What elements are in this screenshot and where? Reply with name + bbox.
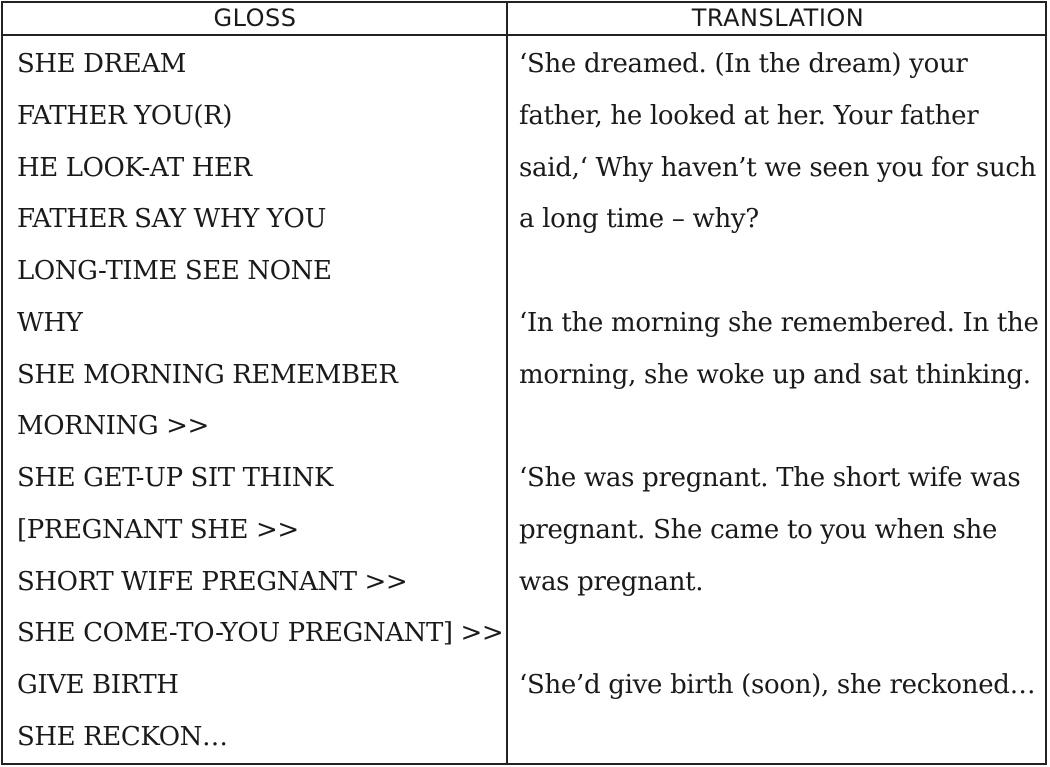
translation-line: ‘She was pregnant. The short wife was [519,463,1021,493]
gloss-line: MORNING >> [17,411,209,442]
gloss-line: LONG-TIME SEE NONE [17,256,332,286]
translation-column-header: TRANSLATION [691,4,865,32]
translation-line: ‘She’d give birth (soon), she reckoned… [519,670,1036,700]
gloss-line: WHY [17,307,83,338]
translation-line: father, he looked at her. Your father [519,100,979,131]
gloss-line: HE LOOK-AT HER [17,152,252,183]
gloss-line: FATHER YOU(R) [17,100,233,131]
gloss-line: SHE DREAM [17,49,186,79]
gloss-line: SHE COME-TO-YOU PREGNANT] >> [17,618,504,649]
gloss-translation-table [1,1,1047,765]
translation-line: pregnant. She came to you when she [519,514,998,545]
translation-line [519,712,1049,764]
table-header-row [3,3,1045,36]
translation-line [519,246,1049,298]
translation-line: said,‘ Why haven’t we seen you for such [519,152,1037,183]
translation-line: ‘She dreamed. (In the dream) your [519,49,968,79]
gloss-line: SHORT WIFE PREGNANT >> [17,566,408,597]
gloss-line: GIVE BIRTH [17,670,179,700]
gloss-line: FATHER SAY WHY YOU [17,204,326,235]
gloss-line: SHE MORNING REMEMBER [17,359,398,390]
translation-line: a long time – why? [519,204,759,235]
translation-line: was pregnant. [519,566,704,597]
translation-line [519,608,1049,660]
column-divider [506,3,508,763]
translation-line: ‘In the morning she remembered. In the [519,307,1039,338]
translation-line: morning, she woke up and sat thinking. [519,359,1031,390]
gloss-line: SHE GET-UP SIT THINK [17,463,334,493]
gloss-line: [PREGNANT SHE >> [17,514,299,545]
gloss-line: SHE RECKON… [17,721,228,752]
gloss-column-header: GLOSS [213,4,297,32]
translation-column [519,39,1049,764]
gloss-column [17,39,504,764]
translation-line [519,401,1049,453]
